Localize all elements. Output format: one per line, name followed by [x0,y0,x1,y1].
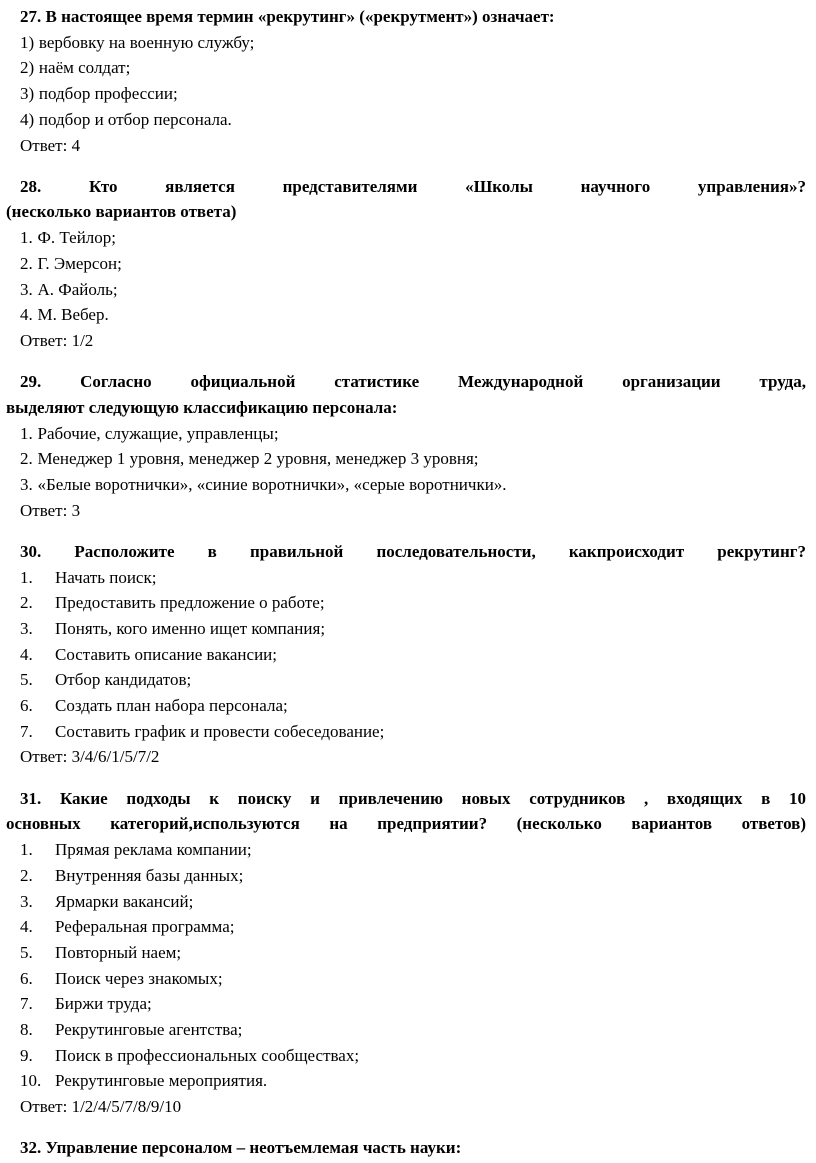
option-row [20,107,806,133]
option-text: наём солдат; [38,58,131,78]
question-title-line: выделяют следующую классификацию персонала: [6,397,398,417]
option-number: 5. [20,670,33,690]
option-text: «Белые воротнички», «синие воротнички», «серые воротнички». [37,474,507,494]
option-number: 2. [20,253,33,273]
option-number: 4) [20,109,35,129]
option-text: Составить описание вакансии; [55,644,277,664]
option-text: вербовку на военную службу; [38,32,255,52]
option-number: 4. [20,305,33,325]
option-row [20,472,806,498]
option-number: 9. [20,1045,33,1065]
option-text: Предоставить предложение о работе; [55,593,325,613]
option-number: 3. [20,891,33,911]
option-row [20,590,806,616]
option-row [20,837,806,863]
question-block-q32 [6,1135,806,1161]
option-text: Менеджер 1 уровня, менеджер 2 уровня, менеджер 3 уровня; [37,449,479,469]
option-row [20,667,806,693]
option-text: Поиск через знакомых; [55,968,223,988]
option-text: Рекрутинговые мероприятия. [55,1071,268,1091]
answer-line: Ответ: 3/4/6/1/5/7/2 [20,747,160,767]
option-text: Биржи труда; [55,994,152,1014]
question-title-line: 32. Управление персоналом – неотъемлемая часть науки: [20,1138,462,1158]
option-row [20,693,806,719]
question-title-line: 31. Какие подходы к поиску и привлечению новых сотрудников , входящих в 10 [20,788,806,808]
question-block-q30 [6,539,806,770]
option-row [20,302,806,328]
option-row [20,251,806,277]
answer-line: Ответ: 3 [20,500,81,520]
option-number: 6. [20,696,33,716]
option-number: 3. [20,474,33,494]
option-text: Ярмарки вакансий; [55,891,194,911]
option-row [20,421,806,447]
option-row [20,991,806,1017]
option-text: Понять, кого именно ищет компания; [55,618,326,638]
option-row [20,30,806,56]
option-row [20,277,806,303]
option-text: Реферальная программа; [55,917,235,937]
answer-line: Ответ: 1/2 [20,330,94,350]
option-row [20,1017,806,1043]
option-number: 8. [20,1020,33,1040]
option-number: 1) [20,32,35,52]
option-row [20,940,806,966]
option-number: 2. [20,449,33,469]
option-row [20,642,806,668]
answer-line: Ответ: 1/2/4/5/7/8/9/10 [20,1097,182,1117]
option-text: Ф. Тейлор; [37,228,117,248]
option-number: 1. [20,567,33,587]
option-text: Прямая реклама компании; [55,840,252,860]
option-text: Создать план набора персонала; [55,696,288,716]
option-row [20,1043,806,1069]
option-text: М. Вебер. [37,305,109,325]
option-number: 3. [20,279,33,299]
option-number: 7. [20,721,33,741]
answer-line: Ответ: 4 [20,135,81,155]
option-number: 10. [20,1071,42,1091]
question-block-q29 [6,369,806,523]
option-row [20,81,806,107]
option-text: Начать поиск; [55,567,157,587]
option-text: подбор профессии; [38,84,178,104]
option-row [20,863,806,889]
option-text: Рекрутинговые агентства; [55,1020,243,1040]
option-number: 6. [20,968,33,988]
option-number: 1. [20,423,33,443]
option-number: 3. [20,618,33,638]
option-row [20,1068,806,1094]
option-number: 3) [20,84,35,104]
question-title-line: 29. Согласно официальной статистике Международной организации труда, [20,372,806,392]
option-text: Повторный наем; [55,942,182,962]
option-row [20,225,806,251]
question-title-line: основных категорий,используются на предприятии? (несколько вариантов ответов) [6,814,806,834]
option-row [20,55,806,81]
option-number: 1. [20,840,33,860]
option-row [20,719,806,745]
option-text: Г. Эмерсон; [37,253,122,273]
option-row [20,914,806,940]
option-row [20,966,806,992]
question-block-q28 [6,174,806,354]
option-text: Рабочие, служащие, управленцы; [37,423,279,443]
option-number: 1. [20,228,33,248]
option-text: Составить график и провести собеседование; [55,721,385,741]
questions-container [6,4,806,1161]
option-row [20,889,806,915]
option-text: Отбор кандидатов; [55,670,192,690]
question-title-line: (несколько вариантов ответа) [6,202,237,222]
option-number: 4. [20,644,33,664]
option-number: 2) [20,58,35,78]
question-title-line: 30. Расположите в правильной последовательности, какпроисходит рекрутинг? [20,541,806,561]
question-block-q27 [6,4,806,158]
option-number: 5. [20,942,33,962]
option-number: 4. [20,917,33,937]
option-row [20,616,806,642]
question-title-line: 28. Кто является представителями «Школы научного управления»? [20,176,806,196]
option-number: 2. [20,865,33,885]
question-block-q31 [6,786,806,1120]
option-number: 7. [20,994,33,1014]
question-title-line: 27. В настоящее время термин «рекрутинг» («рекрутмент») означает: [20,7,555,26]
option-row [20,446,806,472]
option-row [20,565,806,591]
option-text: подбор и отбор персонала. [38,109,232,129]
option-text: Поиск в профессиональных сообществах; [55,1045,360,1065]
option-text: Внутренняя базы данных; [55,865,244,885]
option-text: А. Файоль; [37,279,118,299]
option-number: 2. [20,593,33,613]
